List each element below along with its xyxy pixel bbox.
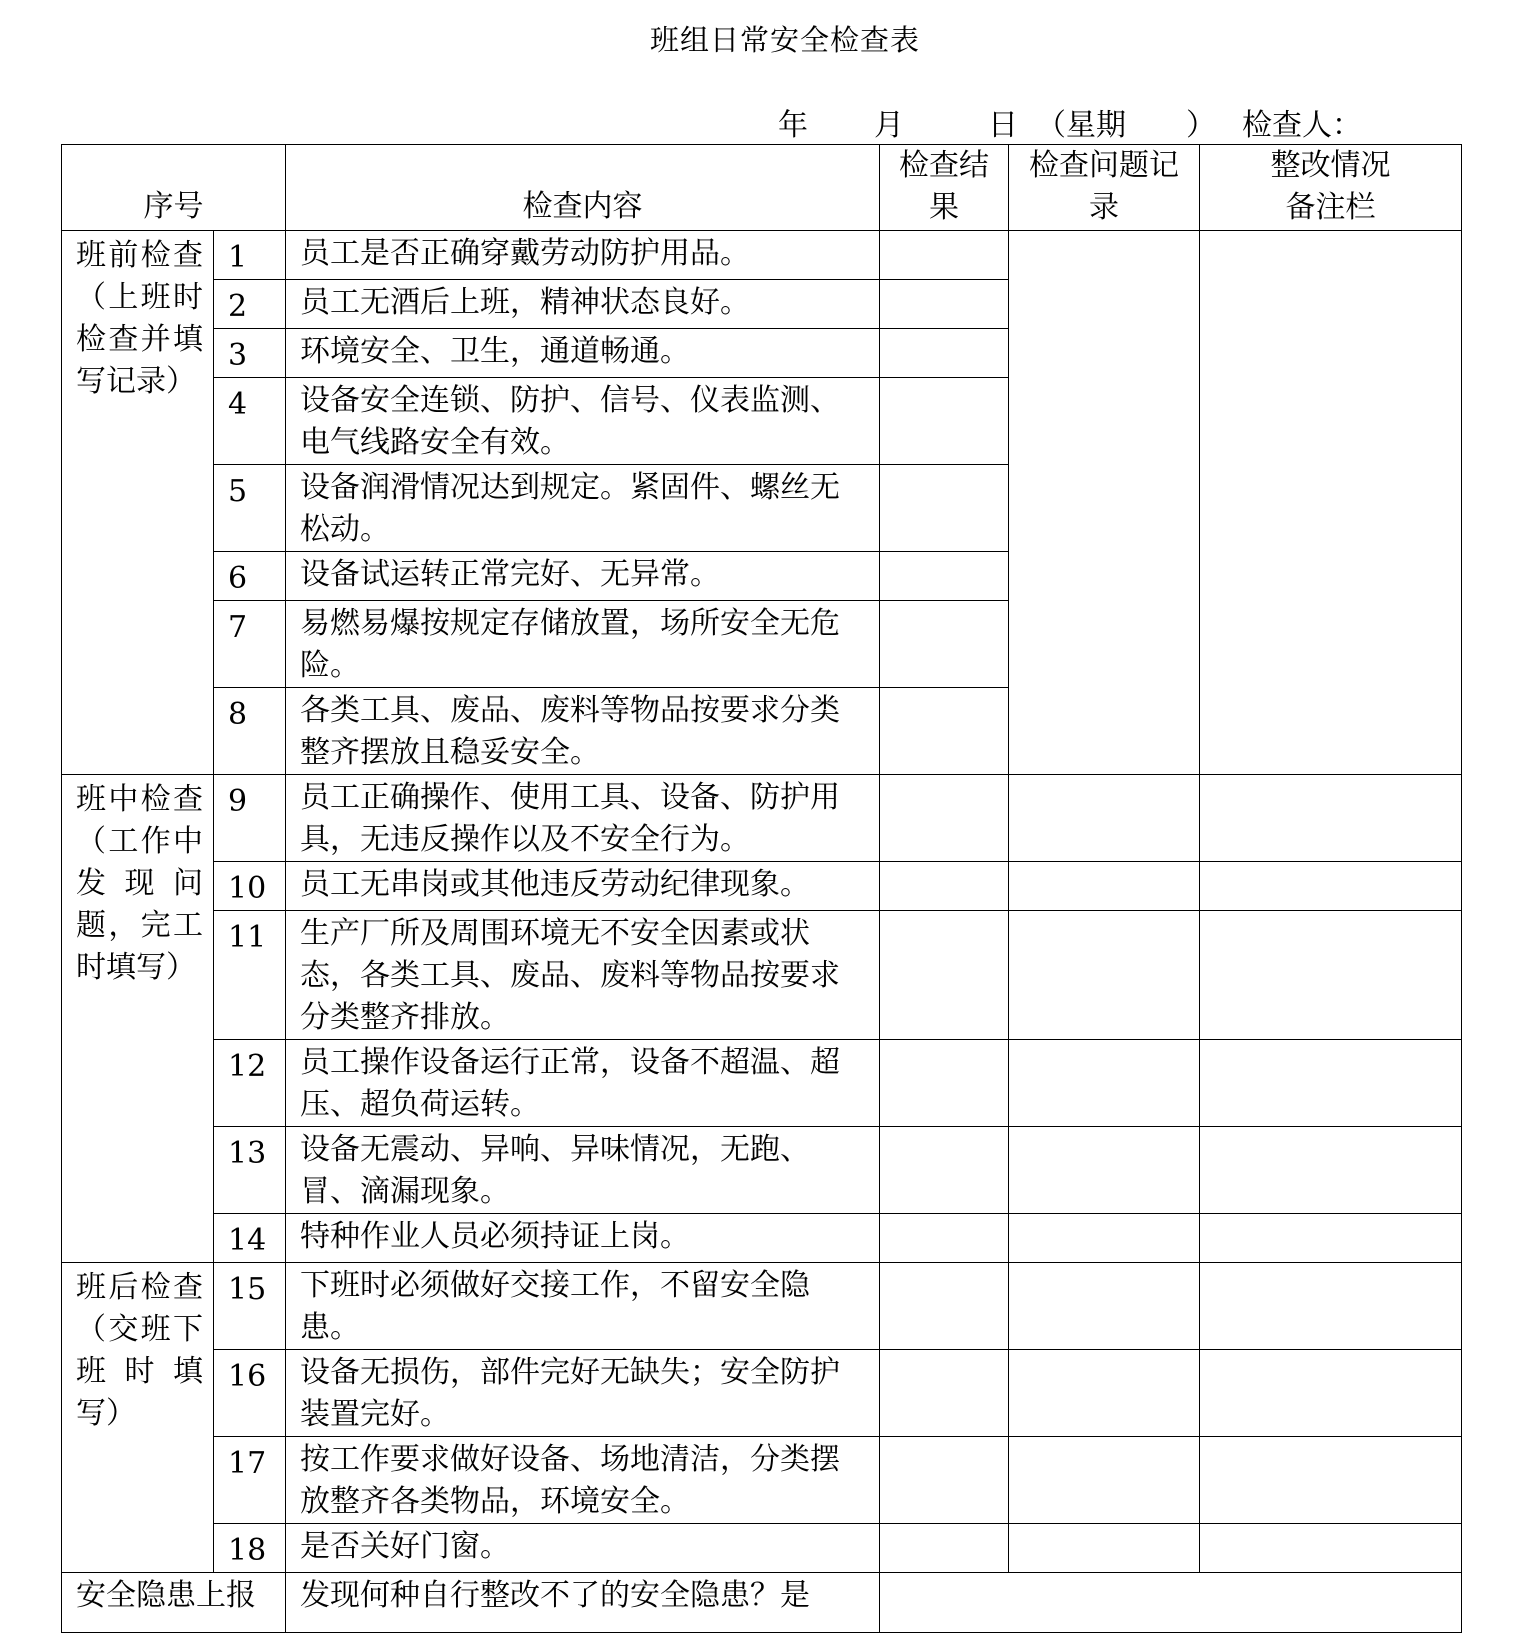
item-number: 13: [214, 1127, 286, 1214]
result-cell[interactable]: [880, 1263, 1009, 1350]
problem-record-cell[interactable]: [1009, 911, 1200, 1040]
item-number: 12: [214, 1040, 286, 1127]
problem-record-cell[interactable]: [1009, 775, 1200, 862]
problem-record-cell[interactable]: [1009, 1350, 1200, 1437]
remark-cell[interactable]: [1200, 862, 1462, 911]
remark-cell[interactable]: [1200, 1263, 1462, 1350]
item-number: 10: [214, 862, 286, 911]
problem-record-cell[interactable]: [1009, 1263, 1200, 1350]
item-content: 员工无酒后上班，精神状态良好。: [286, 280, 880, 329]
result-cell[interactable]: [880, 465, 1009, 552]
problem-record-cell[interactable]: [1009, 1214, 1200, 1263]
result-cell[interactable]: [880, 1127, 1009, 1214]
item-content: 各类工具、废品、废料等物品按要求分类整齐摆放且稳妥安全。: [286, 688, 880, 775]
item-number: 16: [214, 1350, 286, 1437]
problem-record-cell[interactable]: [1009, 1437, 1200, 1524]
remark-cell[interactable]: [1200, 1524, 1462, 1573]
item-content: 易燃易爆按规定存储放置，场所安全无危险。: [286, 601, 880, 688]
header-seq: 序号: [62, 145, 286, 231]
problem-record-cell[interactable]: [1009, 862, 1200, 911]
item-number: 15: [214, 1263, 286, 1350]
table-row: [62, 862, 1462, 911]
item-number: 2: [214, 280, 286, 329]
item-number: 14: [214, 1214, 286, 1263]
problem-record-cell[interactable]: [1009, 1524, 1200, 1573]
item-content: 设备无损伤，部件完好无缺失；安全防护装置完好。: [286, 1350, 880, 1437]
problem-record-cell[interactable]: [1009, 231, 1200, 775]
header-result: 检查结果: [880, 145, 1009, 231]
item-content: 是否关好门窗。: [286, 1524, 880, 1573]
section-label-mid-shift: 班中检查（工作中发现问题，完工时填写）: [62, 775, 214, 1263]
remark-cell[interactable]: [1200, 1214, 1462, 1263]
item-number: 8: [214, 688, 286, 775]
result-cell[interactable]: [880, 1524, 1009, 1573]
header-content: 检查内容: [286, 145, 880, 231]
hazard-report-answer-cell[interactable]: [880, 1573, 1462, 1633]
remark-cell[interactable]: [1200, 231, 1462, 775]
hazard-report-label: 安全隐患上报: [62, 1573, 286, 1633]
section-label-post-shift: 班后检查（交班下班时填写）: [62, 1263, 214, 1573]
table-row: [62, 1350, 1462, 1437]
item-number: 7: [214, 601, 286, 688]
item-content: 设备润滑情况达到规定。紧固件、螺丝无松动。: [286, 465, 880, 552]
table-row: [62, 1524, 1462, 1573]
problem-record-cell[interactable]: [1009, 1040, 1200, 1127]
safety-check-table: [61, 144, 1462, 1633]
remark-cell[interactable]: [1200, 911, 1462, 1040]
item-number: 11: [214, 911, 286, 1040]
table-row: [62, 231, 1462, 280]
result-cell[interactable]: [880, 688, 1009, 775]
table-row: [62, 1263, 1462, 1350]
table-row: [62, 1127, 1462, 1214]
item-number: 6: [214, 552, 286, 601]
item-number: 18: [214, 1524, 286, 1573]
result-cell[interactable]: [880, 378, 1009, 465]
result-cell[interactable]: [880, 1214, 1009, 1263]
item-number: 1: [214, 231, 286, 280]
result-cell[interactable]: [880, 911, 1009, 1040]
result-cell[interactable]: [880, 1040, 1009, 1127]
item-number: 4: [214, 378, 286, 465]
item-content: 员工正确操作、使用工具、设备、防护用具，无违反操作以及不安全行为。: [286, 775, 880, 862]
day-label: 日: [988, 108, 1018, 143]
weekday-open-label: （星期: [1036, 108, 1126, 143]
item-number: 3: [214, 329, 286, 378]
hazard-report-row: [62, 1573, 1462, 1633]
result-cell[interactable]: [880, 775, 1009, 862]
header-remark: 整改情况备注栏: [1200, 145, 1462, 231]
result-cell[interactable]: [880, 280, 1009, 329]
table-row: [62, 1214, 1462, 1263]
header-problem: 检查问题记录: [1009, 145, 1200, 231]
result-cell[interactable]: [880, 231, 1009, 280]
item-content: 特种作业人员必须持证上岗。: [286, 1214, 880, 1263]
result-cell[interactable]: [880, 1350, 1009, 1437]
result-cell[interactable]: [880, 552, 1009, 601]
item-content: 员工是否正确穿戴劳动防护用品。: [286, 231, 880, 280]
item-content: 员工无串岗或其他违反劳动纪律现象。: [286, 862, 880, 911]
result-cell[interactable]: [880, 329, 1009, 378]
item-content: 环境安全、卫生，通道畅通。: [286, 329, 880, 378]
item-content: 员工操作设备运行正常，设备不超温、超压、超负荷运转。: [286, 1040, 880, 1127]
section-label-pre-shift: 班前检查（上班时检查并填写记录）: [62, 231, 214, 775]
item-content: 设备试运转正常完好、无异常。: [286, 552, 880, 601]
table-row: [62, 775, 1462, 862]
remark-cell[interactable]: [1200, 1437, 1462, 1524]
item-number: 9: [214, 775, 286, 862]
header-row: [62, 145, 1462, 231]
hazard-report-question: 发现何种自行整改不了的安全隐患？是: [286, 1573, 880, 1633]
table-row: [62, 911, 1462, 1040]
remark-cell[interactable]: [1200, 1040, 1462, 1127]
item-number: 5: [214, 465, 286, 552]
problem-record-cell[interactable]: [1009, 1127, 1200, 1214]
result-cell[interactable]: [880, 601, 1009, 688]
result-cell[interactable]: [880, 1437, 1009, 1524]
form-title: 班组日常安全检查表: [649, 23, 920, 57]
item-content: 设备安全连锁、防护、信号、仪表监测、电气线路安全有效。: [286, 378, 880, 465]
table-row: [62, 1040, 1462, 1127]
remark-cell[interactable]: [1200, 1350, 1462, 1437]
remark-cell[interactable]: [1200, 775, 1462, 862]
year-label: 年: [778, 108, 808, 143]
item-content: 按工作要求做好设备、场地清洁，分类摆放整齐各类物品，环境安全。: [286, 1437, 880, 1524]
month-label: 月: [874, 108, 904, 143]
date-inspector-line: [0, 100, 1536, 144]
item-content: 设备无震动、异响、异味情况，无跑、冒、滴漏现象。: [286, 1127, 880, 1214]
result-cell[interactable]: [880, 862, 1009, 911]
item-content: 生产厂所及周围环境无不安全因素或状态，各类工具、废品、废料等物品按要求分类整齐排放。: [286, 911, 880, 1040]
inspector-label: 检查人：: [1242, 108, 1362, 143]
item-number: 17: [214, 1437, 286, 1524]
item-content: 下班时必须做好交接工作，不留安全隐患。: [286, 1263, 880, 1350]
remark-cell[interactable]: [1200, 1127, 1462, 1214]
table-row: [62, 1437, 1462, 1524]
weekday-close-label: ）: [1186, 108, 1216, 143]
